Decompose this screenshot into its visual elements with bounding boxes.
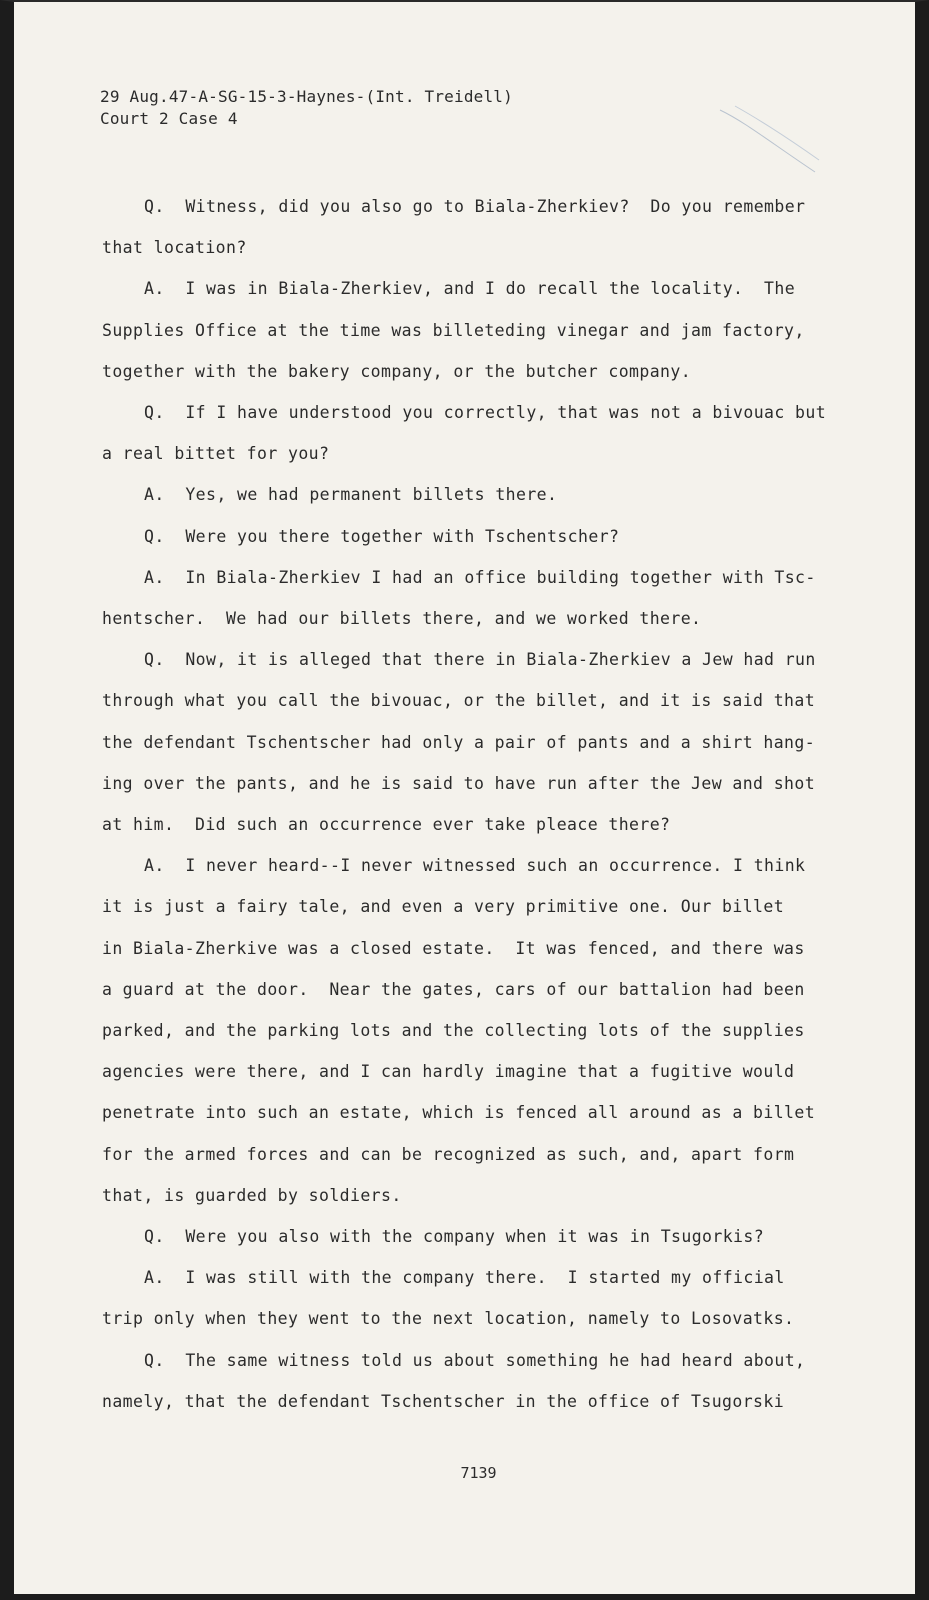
transcript-line: namely, that the defendant Tschentscher in the office of Tsugorski xyxy=(102,1391,785,1411)
transcript-line: through what you call the bivouac, or the billet, and it is said that xyxy=(102,691,816,711)
page-number: 7139 xyxy=(460,1464,497,1482)
transcript-line: it is just a fairy tale, and even a very primitive one. Our billet xyxy=(102,897,785,917)
transcript-line: A. Yes, we had permanent billets there. xyxy=(144,485,558,505)
header-court-line: Court 2 Case 4 xyxy=(100,109,238,128)
transcript-line: Supplies Office at the time was billeteding vinegar and jam factory, xyxy=(102,320,805,340)
transcript-line: together with the bakery company, or the butcher company. xyxy=(102,361,692,381)
transcript-line: Q. Were you there together with Tschentscher? xyxy=(144,526,620,546)
transcript-line: Q. Were you also with the company when it was in Tsugorkis? xyxy=(144,1227,765,1247)
transcript-line: A. In Biala-Zherkiev I had an office building together with Tsc- xyxy=(144,567,816,587)
document-header xyxy=(100,86,513,130)
transcript-line: penetrate into such an estate, which is fenced all around as a billet xyxy=(102,1103,816,1123)
transcript-line: A. I was still with the company there. I started my official xyxy=(144,1268,785,1288)
transcript-line: A. I never heard--I never witnessed such an occurrence. I think xyxy=(144,856,806,876)
transcript-line: at him. Did such an occurrence ever take pleace there? xyxy=(102,815,671,835)
transcript-line: for the armed forces and can be recognized as such, and, apart form xyxy=(102,1144,795,1164)
transcript-line: Q. Witness, did you also go to Biala-Zherkiev? Do you remember xyxy=(144,197,806,216)
transcript-line: a real bittet for you? xyxy=(102,444,330,464)
transcript-line: that, is guarded by soldiers. xyxy=(102,1185,402,1205)
transcript-line: ing over the pants, and he is said to have run after the Jew and shot xyxy=(102,773,816,793)
transcript-line: Q. If I have understood you correctly, that was not a bivouac but xyxy=(144,403,827,423)
header-reference-line: 29 Aug.47-A-SG-15-3-Haynes-(Int. Treidell) xyxy=(100,87,513,106)
transcript-line: a guard at the door. Near the gates, cars of our battalion had been xyxy=(102,979,805,999)
transcript-lines xyxy=(102,186,827,1422)
transcript-line: trip only when they went to the next location, namely to Losovatks. xyxy=(102,1309,795,1329)
transcript-line: Q. Now, it is alleged that there in Biala-Zherkiev a Jew had run xyxy=(144,650,816,670)
transcript-line: Q. The same witness told us about something he had heard about, xyxy=(144,1350,806,1370)
transcript-line: the defendant Tschentscher had only a pair of pants and a shirt hang- xyxy=(102,732,816,752)
transcript-line: that location? xyxy=(102,238,247,258)
pencil-mark xyxy=(715,102,825,182)
transcript-line: hentscher. We had our billets there, and we worked there. xyxy=(102,609,702,629)
transcript-line: agencies were there, and I can hardly imagine that a fugitive would xyxy=(102,1062,795,1082)
transcript-line: parked, and the parking lots and the collecting lots of the supplies xyxy=(102,1021,805,1041)
transcript-line: A. I was in Biala-Zherkiev, and I do recall the locality. The xyxy=(144,279,796,299)
transcript-body xyxy=(102,186,827,1422)
transcript-line: in Biala-Zherkive was a closed estate. It was fenced, and there was xyxy=(102,938,805,958)
